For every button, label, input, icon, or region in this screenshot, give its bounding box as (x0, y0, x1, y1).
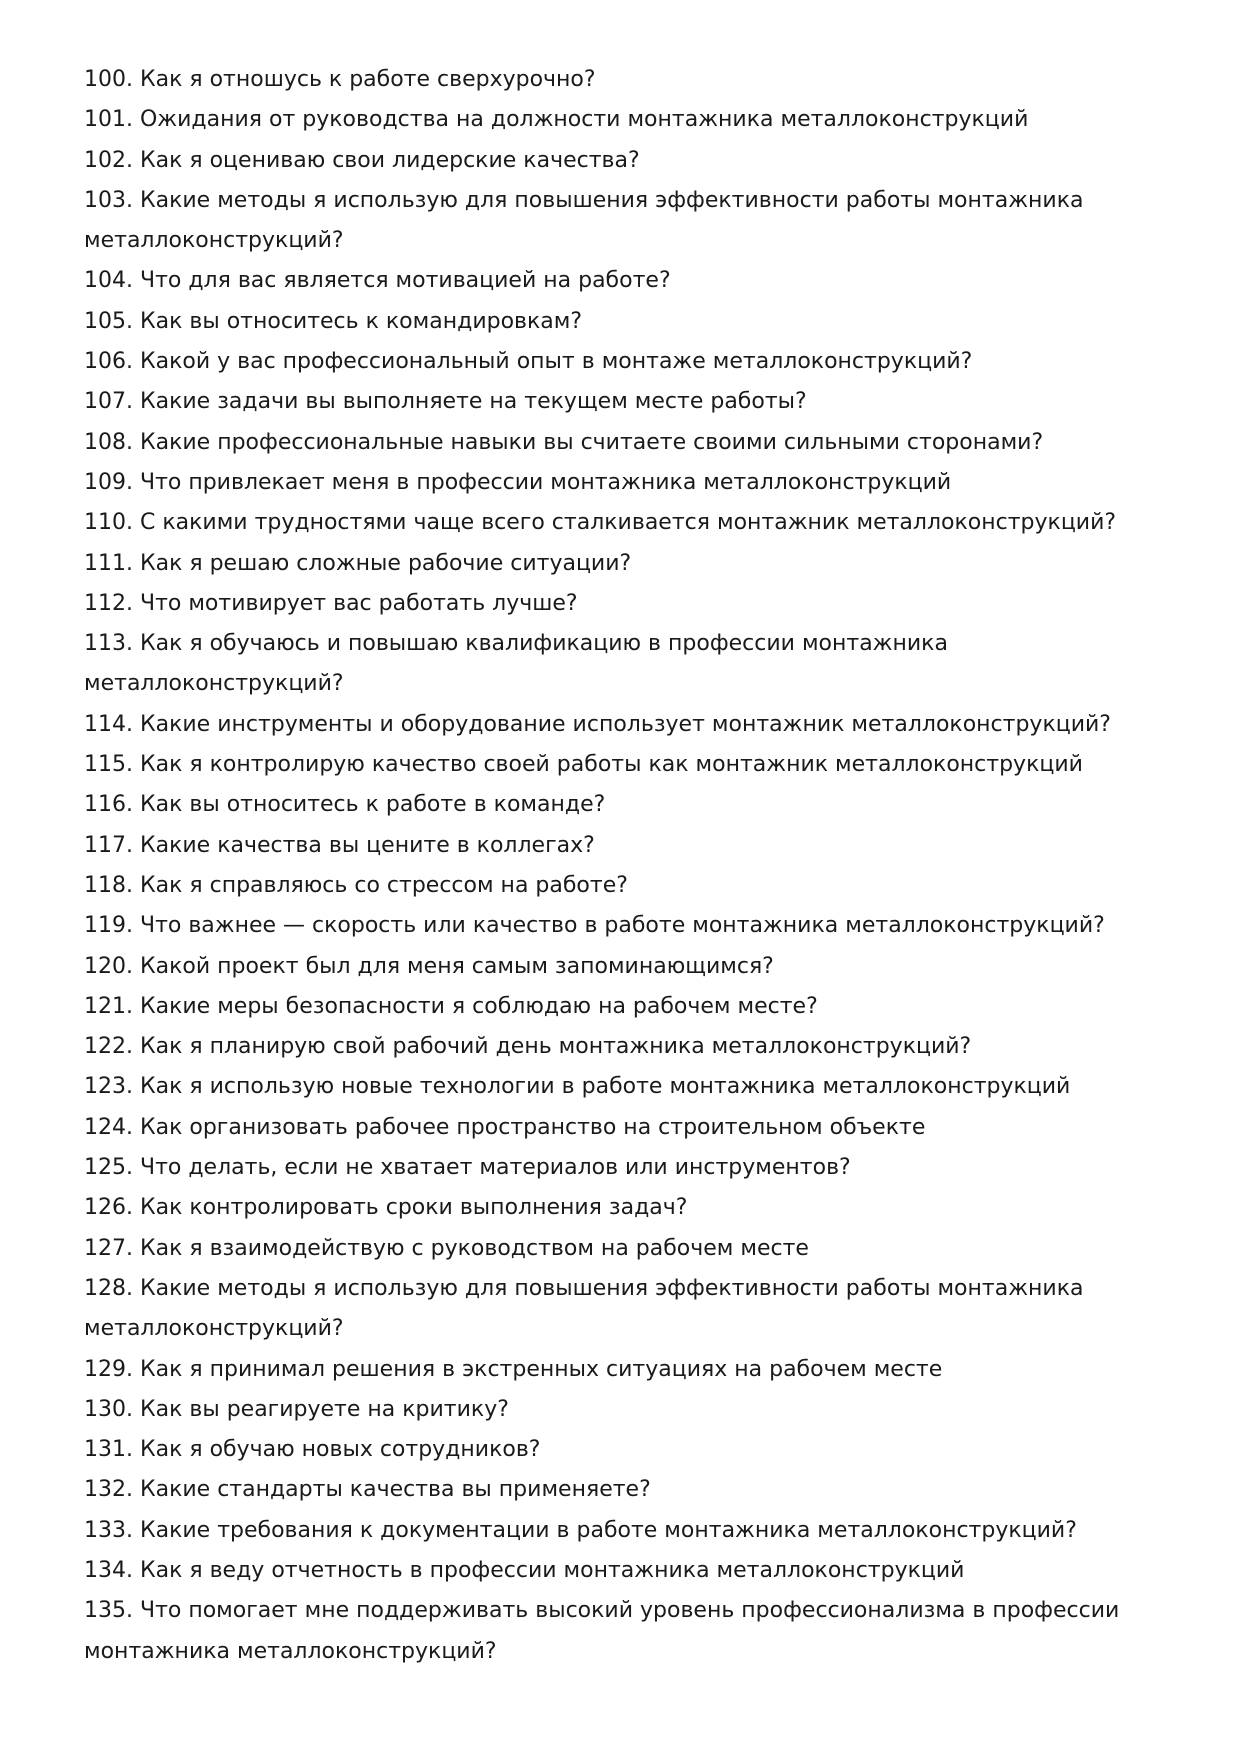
item-text: Как вы относитесь к работе в команде? (139, 792, 606, 818)
list-item (84, 1591, 1164, 1672)
list-item (84, 1229, 1164, 1269)
item-number: 110. (84, 510, 133, 536)
item-number: 134. (84, 1557, 133, 1583)
list-item (84, 1148, 1164, 1188)
item-text: Что важнее — скорость или качество в работе монтажника металлоконструкций? (139, 913, 1105, 939)
item-number: 103. (84, 187, 133, 213)
list-item (84, 1470, 1164, 1510)
list-item (84, 544, 1164, 584)
item-number: 123. (84, 1074, 133, 1100)
list-item (84, 947, 1164, 987)
item-number: 128. (84, 1275, 133, 1301)
item-number: 109. (84, 469, 133, 495)
question-list (84, 60, 1164, 1672)
item-text: Что привлекает меня в профессии монтажника металлоконструкций (139, 469, 952, 495)
item-number: 126. (84, 1195, 133, 1221)
item-number: 124. (84, 1114, 133, 1140)
item-text: Как я обучаю новых сотрудников? (139, 1437, 541, 1463)
list-item (84, 423, 1164, 463)
list-item (84, 302, 1164, 342)
item-text: Как я оцениваю свои лидерские качества? (139, 147, 640, 173)
list-item (84, 906, 1164, 946)
list-item (84, 866, 1164, 906)
item-text: Как я веду отчетность в профессии монтажника металлоконструкций (139, 1557, 965, 1583)
item-text: Что помогает мне поддерживать высокий уровень профессионализма в профессии монтажника металлоконструкций? (84, 1598, 1120, 1664)
list-item (84, 342, 1164, 382)
item-number: 115. (84, 752, 133, 778)
list-item (84, 624, 1164, 705)
item-text: Как я обучаюсь и повышаю квалификацию в профессии монтажника металлоконструкций? (84, 631, 948, 697)
list-item (84, 1551, 1164, 1591)
item-number: 114. (84, 711, 133, 737)
item-text: Какие методы я использую для повышения эффективности работы монтажника металлоконструкций? (84, 1275, 1084, 1342)
item-text: Как вы реагируете на критику? (139, 1396, 509, 1422)
list-item (84, 1269, 1164, 1350)
list-item (84, 503, 1164, 543)
item-text: Как вы относитесь к командировкам? (139, 308, 583, 334)
item-number: 101. (84, 107, 133, 133)
item-number: 127. (84, 1235, 133, 1261)
list-item (84, 1188, 1164, 1228)
list-item (84, 785, 1164, 825)
list-item (84, 60, 1164, 100)
item-number: 106. (84, 349, 133, 375)
item-text: Ожидания от руководства на должности монтажника металлоконструкций (139, 107, 1029, 133)
item-text: Какие меры безопасности я соблюдаю на рабочем месте? (139, 993, 818, 1019)
item-text: Какой проект был для меня самым запоминающимся? (139, 953, 774, 979)
list-item (84, 987, 1164, 1027)
list-item (84, 826, 1164, 866)
item-number: 116. (84, 792, 133, 818)
item-text: Как я справляюсь со стрессом на работе? (139, 872, 628, 898)
list-item (84, 141, 1164, 181)
list-item (84, 261, 1164, 301)
item-number: 119. (84, 913, 133, 939)
list-item (84, 1511, 1164, 1551)
item-text: Какие методы я использую для повышения эффективности работы монтажника металлоконструкций? (84, 187, 1084, 254)
item-number: 113. (84, 631, 133, 657)
item-number: 100. (84, 67, 133, 92)
item-text: Как я принимал решения в экстренных ситуациях на рабочем месте (139, 1356, 943, 1382)
item-text: Как я контролирую качество своей работы как монтажник металлоконструкций (139, 752, 1083, 778)
item-text: Что для вас является мотивацией на работе? (139, 268, 671, 294)
item-text: Какие стандарты качества вы применяете? (139, 1477, 651, 1503)
list-item (84, 705, 1164, 745)
item-text: Как контролировать сроки выполнения задач? (139, 1195, 688, 1221)
item-number: 125. (84, 1155, 133, 1181)
list-item (84, 1350, 1164, 1390)
list-item (84, 382, 1164, 422)
item-number: 104. (84, 268, 133, 294)
list-item (84, 463, 1164, 503)
item-number: 120. (84, 953, 133, 979)
item-text: Как я отношусь к работе сверхурочно? (139, 67, 596, 92)
list-item (84, 1067, 1164, 1107)
item-number: 130. (84, 1396, 133, 1422)
list-item (84, 181, 1164, 262)
item-number: 118. (84, 872, 133, 898)
item-text: Какой у вас профессиональный опыт в монтаже металлоконструкций? (139, 349, 973, 375)
item-text: Как организовать рабочее пространство на строительном объекте (139, 1114, 926, 1140)
item-number: 132. (84, 1477, 133, 1503)
item-number: 112. (84, 590, 133, 616)
item-number: 129. (84, 1356, 133, 1382)
item-number: 111. (84, 550, 133, 576)
item-number: 131. (84, 1437, 133, 1463)
item-text: Как я взаимодействую с руководством на рабочем месте (139, 1235, 809, 1261)
list-item (84, 1108, 1164, 1148)
item-text: Какие качества вы цените в коллегах? (139, 832, 595, 858)
item-text: Как я использую новые технологии в работе монтажника металлоконструкций (139, 1074, 1071, 1100)
item-text: Что мотивирует вас работать лучше? (139, 590, 578, 616)
item-text: Как я планирую свой рабочий день монтажника металлоконструкций? (139, 1034, 972, 1060)
item-number: 117. (84, 832, 133, 858)
item-number: 108. (84, 429, 133, 455)
item-text: Что делать, если не хватает материалов или инструментов? (139, 1155, 851, 1181)
item-text: Какие требования к документации в работе монтажника металлоконструкций? (139, 1517, 1077, 1543)
item-number: 121. (84, 993, 133, 1019)
item-number: 107. (84, 389, 133, 415)
list-item (84, 1430, 1164, 1470)
item-text: С какими трудностями чаще всего сталкивается монтажник металлоконструкций? (139, 510, 1117, 536)
list-item (84, 584, 1164, 624)
item-number: 135. (84, 1598, 133, 1624)
item-text: Какие задачи вы выполняете на текущем месте работы? (139, 389, 807, 415)
list-item (84, 745, 1164, 785)
list-item (84, 1027, 1164, 1067)
item-number: 122. (84, 1034, 133, 1060)
item-text: Какие инструменты и оборудование использует монтажник металлоконструкций? (139, 711, 1111, 737)
item-number: 102. (84, 147, 133, 173)
item-number: 105. (84, 308, 133, 334)
item-text: Какие профессиональные навыки вы считаете своими сильными сторонами? (139, 429, 1044, 455)
list-item (84, 1390, 1164, 1430)
item-number: 133. (84, 1517, 133, 1543)
list-item (84, 100, 1164, 140)
item-text: Как я решаю сложные рабочие ситуации? (139, 550, 632, 576)
